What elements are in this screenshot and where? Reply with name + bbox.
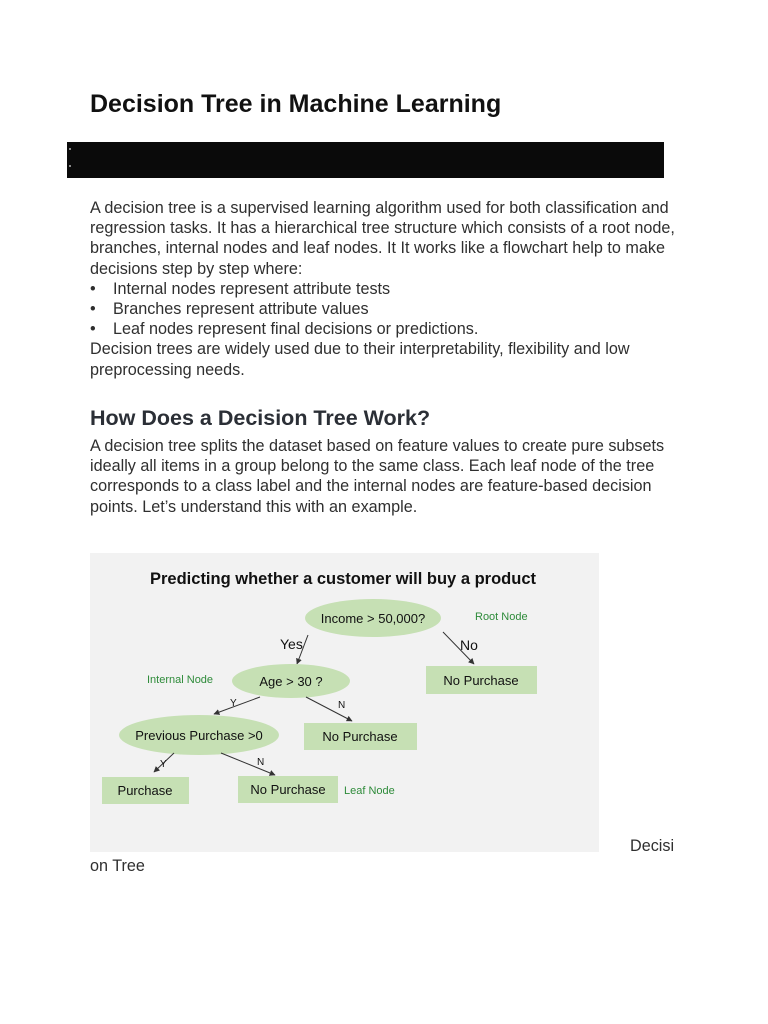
edge-no-label: No (460, 637, 478, 653)
bar-dot (69, 148, 71, 150)
edge-n-label: N (338, 700, 346, 711)
internal-node-label: Age > 30 ? (259, 674, 323, 689)
bullet-icon: • (90, 300, 96, 319)
leaf-node-label: No Purchase (322, 729, 398, 744)
decision-tree-diagram (90, 553, 599, 852)
page-title: Decision Tree in Machine Learning (90, 90, 502, 118)
list-item (90, 299, 680, 319)
leaf-node-caption: Leaf Node (344, 785, 395, 797)
edge-previous-n (221, 753, 275, 775)
list-item-text: Internal nodes represent attribute tests (113, 279, 391, 298)
figure-caption-start: Decisi (630, 837, 675, 855)
intro-closing-paragraph: Decision trees are widely used due to their interpretability, flexibility and low preprocessing needs. (90, 340, 630, 379)
section-paragraph: A decision tree splits the dataset based on feature values to create pure subsets ideally all items in a group belong to the same class. Each leaf node of the tree corresponds to a class label and the internal nodes are feature-based decision points. Let’s understand this with an example. (90, 437, 665, 516)
intro-block (90, 198, 680, 380)
internal-node-caption: Internal Node (147, 674, 214, 686)
edge-yes-label: Yes (280, 636, 303, 652)
figure-title: Predicting whether a customer will buy a product (150, 570, 536, 588)
intro-bullet-list (90, 279, 680, 340)
edge-n-label: N (257, 757, 265, 768)
intro-paragraph: A decision tree is a supervised learning algorithm used for both classification and regression tasks. It has a hierarchical tree structure which consists of a root node, branches, internal nodes and leaf nodes. It It works like a flowchart help to make decisions step by step where: (90, 199, 675, 278)
leaf-node-label: Purchase (117, 783, 173, 798)
edge-y-label: Y (160, 759, 167, 770)
edge-internal-y (214, 697, 260, 714)
embedded-media-bar (67, 142, 664, 178)
section-heading: How Does a Decision Tree Work? (90, 406, 431, 430)
list-item-text: Branches represent attribute values (113, 300, 369, 319)
root-node-label: Income > 50,000? (320, 611, 426, 626)
root-node-caption: Root Node (475, 611, 528, 623)
list-item-text: Leaf nodes represent final decisions or predictions. (113, 320, 479, 339)
list-item (90, 279, 680, 299)
edge-y-label: Y (230, 698, 237, 709)
decision-tree-figure (90, 553, 599, 852)
previous-purchase-label: Previous Purchase >0 (135, 728, 263, 743)
figure-caption-end: on Tree (90, 857, 145, 875)
bar-dot (69, 165, 71, 167)
leaf-node-label: No Purchase (443, 673, 519, 688)
leaf-node-label: No Purchase (250, 782, 326, 797)
bullet-icon: • (90, 320, 96, 339)
section-block (90, 436, 680, 517)
list-item (90, 319, 680, 339)
bullet-icon: • (90, 279, 96, 298)
